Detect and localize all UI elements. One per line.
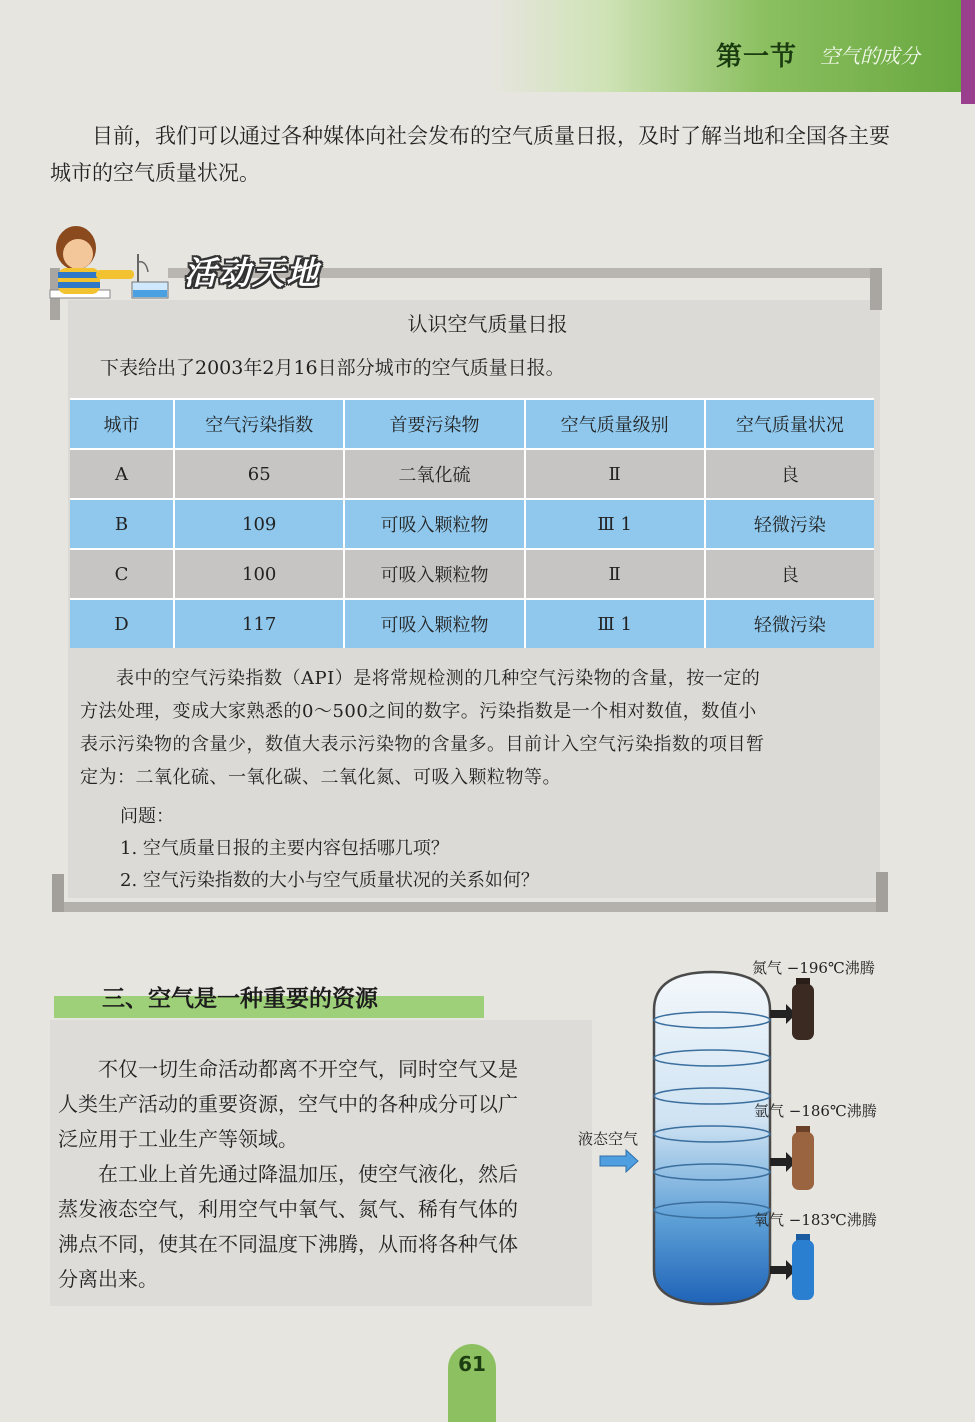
section-title: 三、空气是一种重要的资源 <box>102 986 378 1012</box>
explanation-line: 方法处理，变成大家熟悉的0～500之间的数字。污染指数是一个相对数值，数值小 <box>80 701 757 722</box>
chapter-number: 第一节 <box>716 42 798 72</box>
table-header-cell: 城市 <box>103 415 140 436</box>
table-cell: 可吸入颗粒物 <box>344 599 524 648</box>
table-header-cell: 空气质量状况 <box>705 399 874 449</box>
oxygen-label: 氧气 −183℃沸腾 <box>754 1211 877 1229</box>
table-row <box>70 499 874 549</box>
table-cell: 100 <box>174 549 344 599</box>
table-cell: 65 <box>174 449 344 499</box>
table-cell: 轻微污染 <box>705 499 874 549</box>
argon-label: 氩气 −186℃沸腾 <box>754 1102 877 1120</box>
distillation-column-diagram <box>596 970 896 1320</box>
table-header-cell: 首要污染物 <box>344 399 524 449</box>
activity-bottom-left-cap <box>52 874 64 912</box>
argon-bottle-icon <box>792 1126 814 1190</box>
oxygen-bottle-icon <box>792 1234 814 1300</box>
child-experiment-illustration <box>46 220 176 310</box>
table-cell: 可吸入颗粒物 <box>344 549 524 599</box>
table-intro: 下表给出了2003年2月16日部分城市的空气质量日报。 <box>100 357 565 379</box>
table-cell: 二氧化硫 <box>344 449 524 499</box>
explanation-line: 定为：二氧化硫、一氧化碳、二氧化氮、可吸入颗粒物等。 <box>80 767 561 788</box>
nitrogen-bottle-icon <box>792 978 814 1040</box>
table-cell: 良 <box>705 449 874 499</box>
activity-top-bar-cap <box>870 268 882 310</box>
section-paragraph: 在工业上首先通过降温加压，使空气液化，然后蒸发液态空气，利用空气中氧气、氮气、稀有气体的沸点不同，使其在不同温度下沸腾，从而将各种气体分离出来。 <box>58 1162 518 1291</box>
table-cell: Ⅲ 1 <box>525 499 705 549</box>
explanation-line: 表示污染物的含量少，数值大表示污染物的含量多。目前计入空气污染指数的项目暂 <box>80 734 765 755</box>
question-item: 2. 空气污染指数的大小与空气质量状况的关系如何？ <box>120 870 539 891</box>
table-cell: Ⅱ <box>525 449 705 499</box>
questions-label: 问题： <box>120 806 174 827</box>
table-row <box>70 599 874 648</box>
table-cell: 轻微污染 <box>705 599 874 648</box>
table-cell: 良 <box>705 549 874 599</box>
activity-bottom-right-cap <box>876 872 888 912</box>
header-edge-tab <box>961 0 975 104</box>
table-cell: 117 <box>174 599 344 648</box>
column-body <box>654 972 770 1304</box>
page-number: 61 <box>458 1352 486 1376</box>
table-row <box>70 549 874 599</box>
table-cell: A <box>115 463 128 485</box>
table-cell: B <box>114 513 129 535</box>
table-cell: Ⅲ 1 <box>525 599 705 648</box>
chapter-title: 空气的成分 <box>820 44 920 68</box>
table-cell: C <box>114 563 129 585</box>
activity-subtitle: 认识空气质量日报 <box>407 312 568 336</box>
activity-bottom-bar <box>58 902 888 912</box>
liquid-air-label: 液态空气 <box>578 1130 639 1148</box>
table-cell: Ⅱ <box>525 549 705 599</box>
air-quality-table <box>70 398 874 648</box>
explanation-line: 表中的空气污染指数（API）是将常规检测的几种空气污染物的含量，按一定的 <box>116 668 761 689</box>
table-header-cell: 空气质量级别 <box>525 399 705 449</box>
input-arrow-icon <box>600 1150 638 1172</box>
activity-title: 活动天地 <box>184 254 321 292</box>
page-number-tab-stem <box>448 1370 496 1422</box>
nitrogen-label: 氮气 −196℃沸腾 <box>752 959 875 977</box>
table-row <box>70 449 874 499</box>
question-item: 1. 空气质量日报的主要内容包括哪几项？ <box>120 838 449 859</box>
table-header-cell: 空气污染指数 <box>174 399 344 449</box>
section-paragraph: 不仅一切生命活动都离不开空气，同时空气又是人类生产活动的重要资源，空气中的各种成分可以广泛应用于工业生产等领域。 <box>58 1057 518 1151</box>
intro-paragraph: 目前，我们可以通过各种媒体向社会发布的空气质量日报，及时了解当地和全国各主要城市的空气质量状况。 <box>50 124 890 185</box>
table-cell: 109 <box>174 499 344 549</box>
table-cell: 可吸入颗粒物 <box>344 499 524 549</box>
table-header-row <box>70 399 874 449</box>
table-cell: D <box>114 613 129 635</box>
